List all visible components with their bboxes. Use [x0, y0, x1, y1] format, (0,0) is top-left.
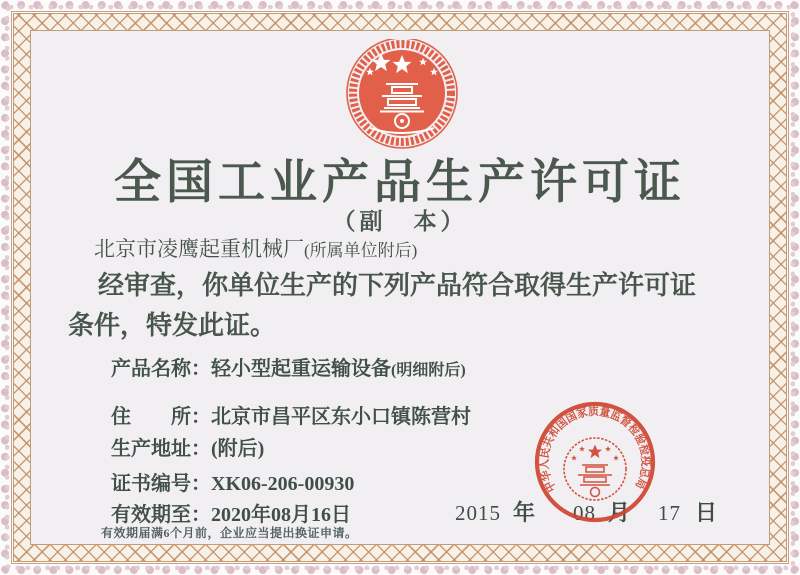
company-line [94, 233, 417, 263]
statement-line-1: 经审查，你单位生产的下列产品符合取得生产许可证 [98, 271, 697, 300]
field-label: 生产地址： [111, 438, 211, 460]
field-production-address [111, 432, 264, 461]
field-certificate-number [111, 467, 354, 496]
seal-emblem-icon [564, 438, 626, 500]
seal-text: 中华人民共和国国家质量监督检验检疫总局 [536, 403, 654, 495]
national-emblem-icon [340, 39, 464, 155]
statement-paragraph [68, 266, 758, 346]
issue-year: 2015 [455, 501, 501, 525]
field-label: 证书编号： [111, 473, 211, 495]
field-value-suffix: (明细附后) [391, 362, 466, 379]
certificate-subtitle: （副 本） [332, 209, 468, 234]
statement-line-2: 条件，特发此证。 [68, 311, 277, 340]
field-label: 住 所： [111, 406, 211, 428]
field-value: (附后) [211, 438, 265, 460]
issue-month: 08 [573, 501, 597, 525]
company-suffix: (所属单位附后) [304, 241, 418, 260]
renewal-note: 有效期届满6个月前，企业应当提出换证申请。 [101, 526, 358, 540]
certificate-title: 全国工业产品生产许可证 [114, 157, 686, 209]
field-address [111, 400, 471, 429]
field-valid-until [111, 498, 351, 527]
field-value: 轻小型起重运输设备 [211, 358, 391, 380]
company-name: 北京市凌鹰起重机械厂 [94, 237, 304, 261]
month-label: 月 [608, 500, 631, 525]
field-value: 北京市昌平区东小口镇陈营村 [211, 406, 471, 428]
field-value: XK06-206-00930 [211, 473, 355, 495]
certificate-body [30, 30, 770, 545]
field-product-name [111, 352, 466, 381]
field-label: 有效期至： [111, 504, 211, 526]
official-seal [520, 387, 670, 537]
issue-day: 17 [658, 501, 682, 525]
field-label: 产品名称： [111, 358, 211, 380]
field-value: 2020年08月16日 [211, 504, 351, 526]
year-label: 年 [513, 500, 536, 525]
day-label: 日 [695, 500, 718, 525]
